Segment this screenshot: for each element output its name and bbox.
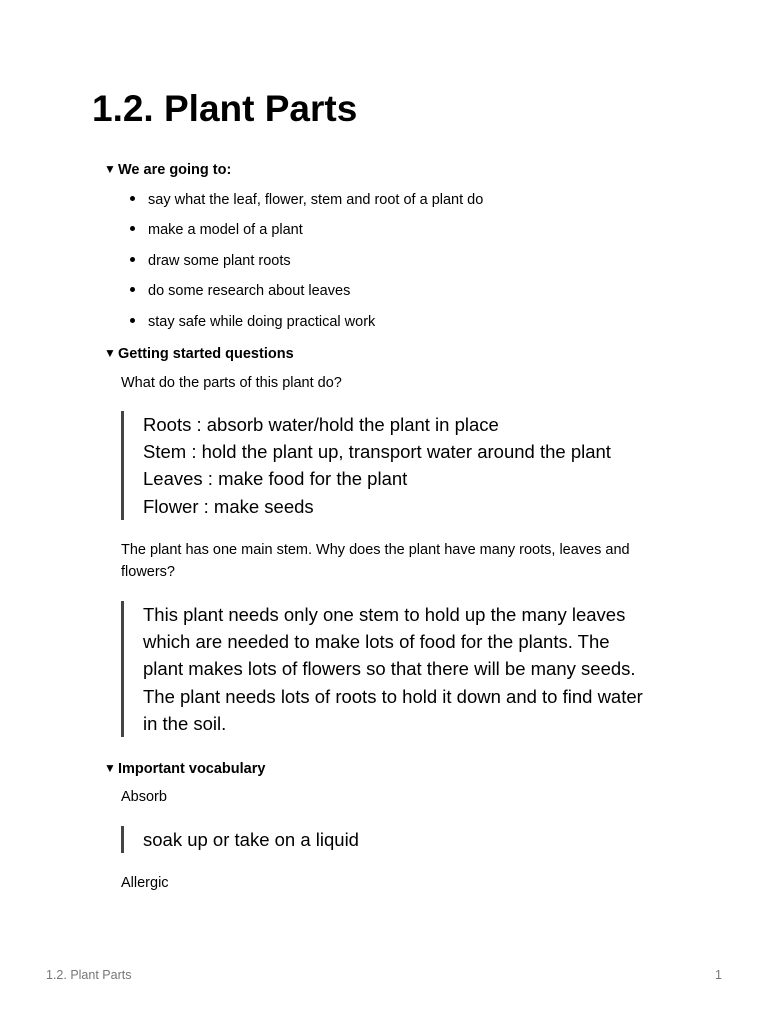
questions-heading: Getting started questions: [118, 346, 294, 362]
triangle-down-icon: ▼: [104, 761, 116, 775]
answer-line: which are needed to make lots of food for the plants. The: [143, 631, 610, 653]
answer-line: This plant needs only one stem to hold up the many leaves: [143, 604, 626, 625]
answer-line: plant makes lots of flowers so that there will be many seeds.: [143, 658, 636, 680]
list-item: say what the leaf, flower, stem and root of a plant do: [130, 190, 483, 210]
vocab-term-allergic: Allergic: [121, 875, 169, 891]
vocabulary-summary[interactable]: [104, 758, 265, 779]
list-item: make a model of a plant: [130, 220, 303, 240]
triangle-down-icon: ▼: [104, 346, 116, 360]
answer-2-blockquote: [121, 601, 683, 737]
list-item: do some research about leaves: [130, 281, 350, 301]
list-item: draw some plant roots: [130, 251, 291, 271]
bullet-dot-icon: [130, 196, 135, 201]
vocab-definition-blockquote: [121, 826, 683, 853]
questions-summary[interactable]: [104, 343, 294, 364]
list-item: stay safe while doing practical work: [130, 312, 375, 332]
page-title: 1.2. Plant Parts: [92, 88, 358, 129]
answer-line: Flower : make seeds: [143, 495, 314, 517]
answer-1-blockquote: [121, 411, 683, 520]
objectives-heading: We are going to:: [118, 162, 232, 178]
answer-line: The plant needs lots of roots to hold it down and to find water: [143, 685, 643, 707]
vocabulary-heading: Important vocabulary: [118, 761, 266, 777]
question-2: The plant has one main stem. Why does the plant have many roots, leaves and flowers?: [121, 542, 630, 580]
bullet-dot-icon: [130, 318, 135, 323]
answer-line: Leaves : make food for the plant: [143, 468, 408, 490]
objectives-summary[interactable]: [104, 159, 231, 180]
bullet-dot-icon: [130, 287, 135, 292]
bullet-dot-icon: [130, 226, 135, 231]
vocab-term-absorb: Absorb: [121, 789, 167, 805]
answer-line: Roots : absorb water/hold the plant in place: [143, 414, 499, 435]
bullet-dot-icon: [130, 257, 135, 262]
definition-line: soak up or take on a liquid: [143, 829, 359, 850]
page-number: 1: [715, 968, 722, 982]
answer-line: Stem : hold the plant up, transport water around the plant: [143, 441, 611, 463]
answer-line: in the soil.: [143, 712, 227, 734]
footer-title: 1.2. Plant Parts: [46, 968, 132, 982]
question-1: What do the parts of this plant do?: [121, 375, 342, 391]
triangle-down-icon: ▼: [104, 162, 116, 176]
